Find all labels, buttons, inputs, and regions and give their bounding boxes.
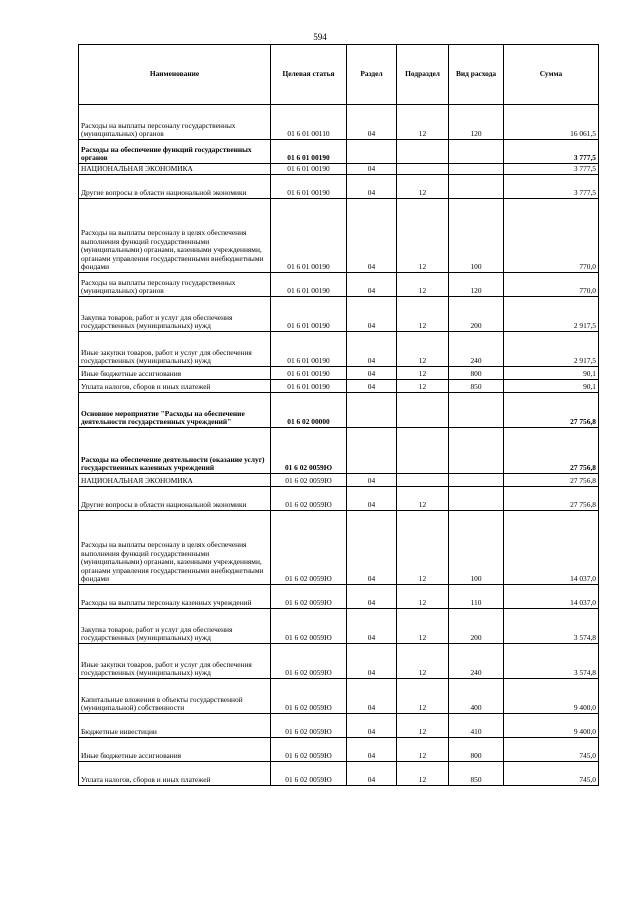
cell-expense-type xyxy=(449,393,504,428)
cell-target: 01 6 02 0059Ю xyxy=(271,679,347,714)
cell-section: 04 xyxy=(347,644,397,679)
cell-name: Расходы на выплаты персоналу в целях обеспечения выполнения функций государственными (муниципальными) органами, казенными учреждениями, органами управления государственными внебюджетными фондами xyxy=(79,511,271,585)
cell-sum: 90,1 xyxy=(504,367,599,380)
cell-subsection: 12 xyxy=(397,762,449,786)
cell-name: Иные бюджетные ассигнования xyxy=(79,367,271,380)
cell-target: 01 6 02 0059Ю xyxy=(271,428,347,474)
cell-name: Расходы на обеспечение деятельности (оказание услуг) государственных казенных учреждений xyxy=(79,428,271,474)
cell-target: 01 6 01 00190 xyxy=(271,140,347,164)
cell-sum: 90,1 xyxy=(504,380,599,393)
table-row xyxy=(79,332,599,367)
cell-name: НАЦИОНАЛЬНАЯ ЭКОНОМИКА xyxy=(79,164,271,175)
cell-subsection: 12 xyxy=(397,585,449,609)
cell-name: Уплата налогов, сборов и иных платежей xyxy=(79,380,271,393)
cell-section: 04 xyxy=(347,511,397,585)
cell-sum: 2 917,5 xyxy=(504,332,599,367)
cell-section xyxy=(347,393,397,428)
cell-name: Иные бюджетные ассигнования xyxy=(79,738,271,762)
cell-section: 04 xyxy=(347,585,397,609)
cell-expense-type: 850 xyxy=(449,762,504,786)
cell-target: 01 6 01 00190 xyxy=(271,199,347,273)
cell-section: 04 xyxy=(347,609,397,644)
cell-target: 01 6 01 00190 xyxy=(271,367,347,380)
cell-section: 04 xyxy=(347,738,397,762)
cell-expense-type xyxy=(449,487,504,511)
table-header-row xyxy=(79,45,599,105)
cell-sum: 745,0 xyxy=(504,738,599,762)
cell-target: 01 6 01 00190 xyxy=(271,332,347,367)
cell-sum: 770,0 xyxy=(504,199,599,273)
cell-expense-type: 850 xyxy=(449,380,504,393)
cell-sum: 27 756,8 xyxy=(504,487,599,511)
cell-subsection: 12 xyxy=(397,332,449,367)
table-row xyxy=(79,714,599,738)
cell-section: 04 xyxy=(347,474,397,487)
cell-section: 04 xyxy=(347,380,397,393)
cell-subsection: 12 xyxy=(397,738,449,762)
header-subsection: Подраздел xyxy=(397,45,449,105)
cell-target: 01 6 02 0059Ю xyxy=(271,487,347,511)
cell-target: 01 6 01 00110 xyxy=(271,105,347,140)
table-row xyxy=(79,393,599,428)
cell-expense-type: 410 xyxy=(449,714,504,738)
cell-expense-type: 400 xyxy=(449,679,504,714)
cell-name: Уплата налогов, сборов и иных платежей xyxy=(79,762,271,786)
cell-sum: 14 037,0 xyxy=(504,511,599,585)
cell-target: 01 6 02 0059Ю xyxy=(271,585,347,609)
cell-section: 04 xyxy=(347,714,397,738)
cell-name: Бюджетные инвестиции xyxy=(79,714,271,738)
table-row xyxy=(79,679,599,714)
header-section: Раздел xyxy=(347,45,397,105)
cell-subsection: 12 xyxy=(397,105,449,140)
table-row xyxy=(79,105,599,140)
cell-target: 01 6 02 0059Ю xyxy=(271,511,347,585)
cell-section: 04 xyxy=(347,199,397,273)
cell-name: Расходы на выплаты персоналу государственных (муниципальных) органов xyxy=(79,105,271,140)
cell-section: 04 xyxy=(347,164,397,175)
cell-sum: 3 777,5 xyxy=(504,140,599,164)
header-target: Целевая статья xyxy=(271,45,347,105)
table-row xyxy=(79,199,599,273)
table-row xyxy=(79,738,599,762)
cell-expense-type xyxy=(449,175,504,199)
cell-subsection xyxy=(397,164,449,175)
cell-section: 04 xyxy=(347,175,397,199)
cell-target: 01 6 01 00190 xyxy=(271,164,347,175)
cell-name: Расходы на выплаты персоналу казенных учреждений xyxy=(79,585,271,609)
cell-subsection: 12 xyxy=(397,273,449,297)
cell-sum: 3 574,8 xyxy=(504,609,599,644)
cell-sum: 27 756,8 xyxy=(504,428,599,474)
cell-sum: 27 756,8 xyxy=(504,393,599,428)
cell-section: 04 xyxy=(347,762,397,786)
cell-expense-type: 100 xyxy=(449,199,504,273)
cell-sum: 3 777,5 xyxy=(504,164,599,175)
cell-expense-type: 120 xyxy=(449,105,504,140)
cell-sum: 14 037,0 xyxy=(504,585,599,609)
cell-section: 04 xyxy=(347,487,397,511)
budget-table xyxy=(78,44,599,786)
cell-name: Расходы на выплаты персоналу в целях обеспечения выполнения функций государственными (муниципальными) органами, казенными учреждениями, органами управления государственными внебюджетными фондами xyxy=(79,199,271,273)
table-row xyxy=(79,487,599,511)
cell-name: Закупка товаров, работ и услуг для обеспечения государственных (муниципальных) нужд xyxy=(79,297,271,332)
cell-expense-type: 800 xyxy=(449,367,504,380)
cell-subsection: 12 xyxy=(397,511,449,585)
table-row xyxy=(79,140,599,164)
cell-target: 01 6 02 0059Ю xyxy=(271,738,347,762)
cell-subsection: 12 xyxy=(397,380,449,393)
cell-subsection xyxy=(397,140,449,164)
cell-expense-type xyxy=(449,474,504,487)
table-row xyxy=(79,511,599,585)
cell-sum: 16 061,5 xyxy=(504,105,599,140)
page-number: 594 xyxy=(313,32,327,42)
cell-name: Закупка товаров, работ и услуг для обеспечения государственных (муниципальных) нужд xyxy=(79,609,271,644)
cell-expense-type: 240 xyxy=(449,644,504,679)
cell-expense-type: 240 xyxy=(449,332,504,367)
cell-sum: 2 917,5 xyxy=(504,297,599,332)
cell-name: Расходы на обеспечение функций государственных органов xyxy=(79,140,271,164)
cell-expense-type: 120 xyxy=(449,273,504,297)
cell-name: НАЦИОНАЛЬНАЯ ЭКОНОМИКА xyxy=(79,474,271,487)
cell-name: Капитальные вложения в объекты государственной (муниципальной) собственности xyxy=(79,679,271,714)
cell-target: 01 6 02 0059Ю xyxy=(271,762,347,786)
cell-subsection: 12 xyxy=(397,644,449,679)
header-name: Наименование xyxy=(79,45,271,105)
cell-section xyxy=(347,428,397,474)
cell-subsection xyxy=(397,474,449,487)
cell-name: Иные закупки товаров, работ и услуг для обеспечения государственных (муниципальных) нужд xyxy=(79,644,271,679)
cell-subsection xyxy=(397,428,449,474)
cell-section: 04 xyxy=(347,105,397,140)
cell-sum: 3 777,5 xyxy=(504,175,599,199)
cell-expense-type xyxy=(449,140,504,164)
header-sum: Сумма xyxy=(504,45,599,105)
cell-subsection: 12 xyxy=(397,175,449,199)
cell-subsection xyxy=(397,393,449,428)
cell-section: 04 xyxy=(347,273,397,297)
cell-expense-type: 100 xyxy=(449,511,504,585)
cell-subsection: 12 xyxy=(397,297,449,332)
cell-subsection: 12 xyxy=(397,367,449,380)
cell-name: Другие вопросы в области национальной экономики xyxy=(79,487,271,511)
cell-expense-type: 800 xyxy=(449,738,504,762)
table-row xyxy=(79,428,599,474)
cell-target: 01 6 01 00190 xyxy=(271,380,347,393)
cell-target: 01 6 01 00190 xyxy=(271,175,347,199)
cell-expense-type: 110 xyxy=(449,585,504,609)
table-row xyxy=(79,164,599,175)
cell-name: Иные закупки товаров, работ и услуг для обеспечения государственных (муниципальных) нужд xyxy=(79,332,271,367)
table-row xyxy=(79,175,599,199)
table-row xyxy=(79,585,599,609)
table-row xyxy=(79,644,599,679)
cell-subsection: 12 xyxy=(397,679,449,714)
cell-target: 01 6 01 00190 xyxy=(271,273,347,297)
table-row xyxy=(79,762,599,786)
header-expense-type: Вид расхода xyxy=(449,45,504,105)
cell-section: 04 xyxy=(347,297,397,332)
cell-subsection: 12 xyxy=(397,714,449,738)
cell-sum: 770,0 xyxy=(504,273,599,297)
cell-section: 04 xyxy=(347,332,397,367)
cell-name: Основное мероприятие "Расходы на обеспечение деятельности государственных учреждений" xyxy=(79,393,271,428)
cell-target: 01 6 02 0059Ю xyxy=(271,609,347,644)
table-row xyxy=(79,297,599,332)
cell-section: 04 xyxy=(347,679,397,714)
cell-subsection: 12 xyxy=(397,199,449,273)
cell-expense-type xyxy=(449,428,504,474)
table-row xyxy=(79,367,599,380)
cell-target: 01 6 02 0059Ю xyxy=(271,714,347,738)
cell-expense-type: 200 xyxy=(449,609,504,644)
cell-subsection: 12 xyxy=(397,487,449,511)
cell-target: 01 6 01 00190 xyxy=(271,297,347,332)
cell-subsection: 12 xyxy=(397,609,449,644)
cell-sum: 745,0 xyxy=(504,762,599,786)
cell-section xyxy=(347,140,397,164)
cell-sum: 3 574,8 xyxy=(504,644,599,679)
cell-target: 01 6 02 0059Ю xyxy=(271,644,347,679)
cell-expense-type: 200 xyxy=(449,297,504,332)
table-body xyxy=(79,105,599,786)
cell-target: 01 6 02 0059Ю xyxy=(271,474,347,487)
cell-name: Расходы на выплаты персоналу государственных (муниципальных) органов xyxy=(79,273,271,297)
table-row xyxy=(79,273,599,297)
cell-sum: 27 756,8 xyxy=(504,474,599,487)
cell-sum: 9 400,0 xyxy=(504,714,599,738)
cell-sum: 9 400,0 xyxy=(504,679,599,714)
cell-section: 04 xyxy=(347,367,397,380)
cell-name: Другие вопросы в области национальной экономики xyxy=(79,175,271,199)
cell-target: 01 6 02 00000 xyxy=(271,393,347,428)
table-row xyxy=(79,474,599,487)
cell-expense-type xyxy=(449,164,504,175)
table-row xyxy=(79,380,599,393)
table-row xyxy=(79,609,599,644)
